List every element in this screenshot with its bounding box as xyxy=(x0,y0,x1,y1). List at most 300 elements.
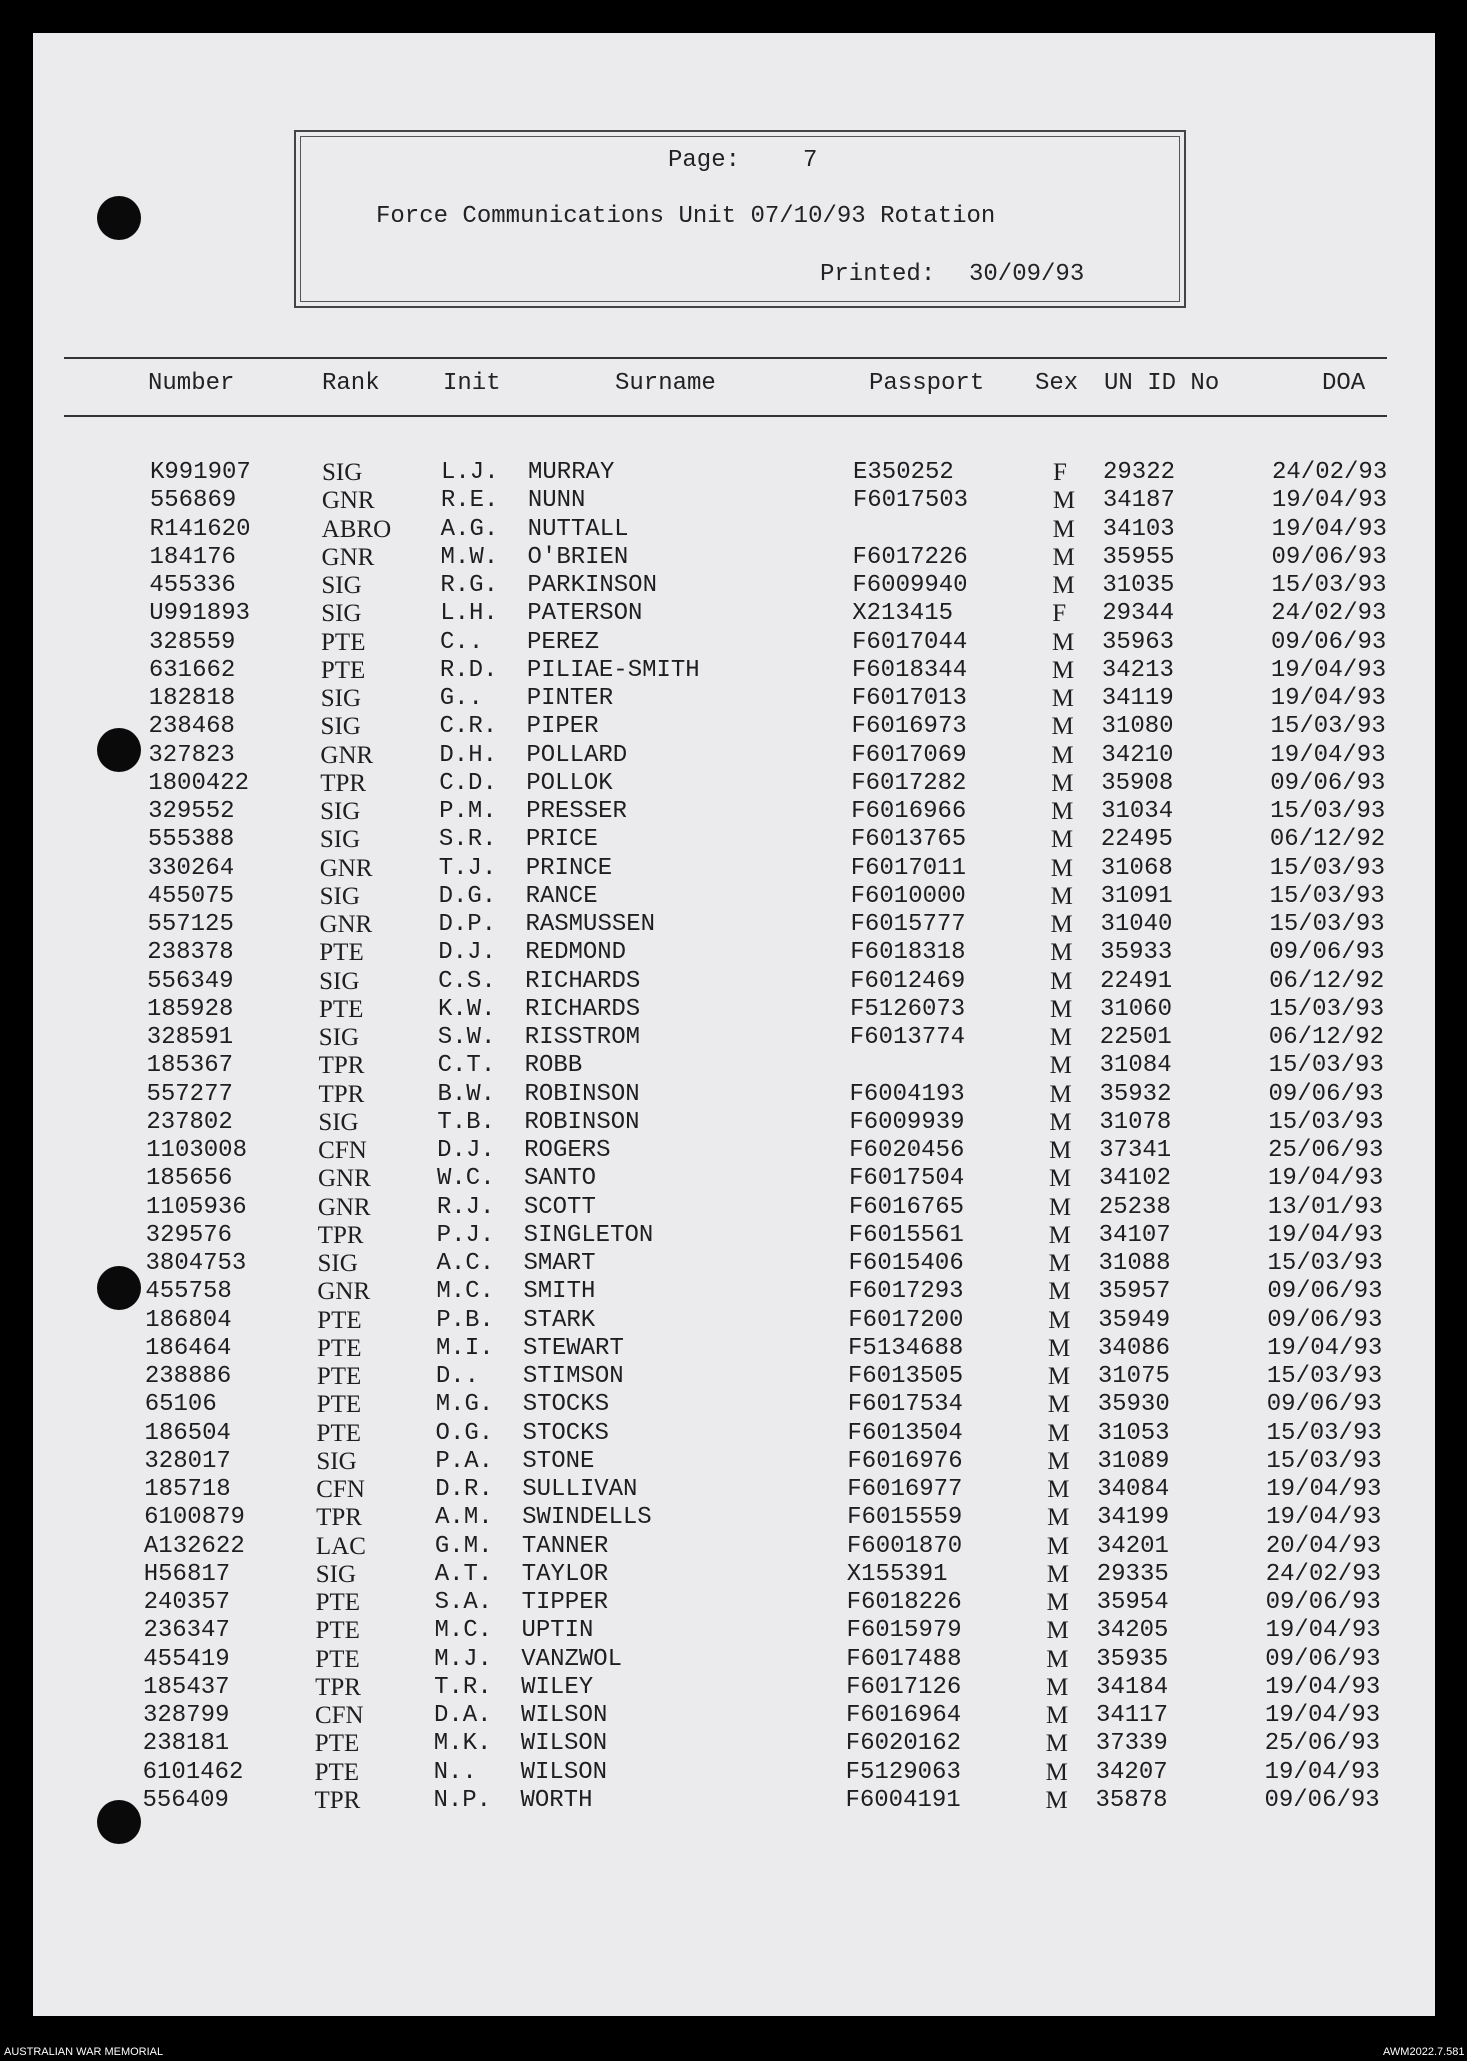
cell-sex: M xyxy=(1052,572,1075,599)
cell-sex: M xyxy=(1046,1673,1069,1701)
cell-sex: M xyxy=(1045,1758,1068,1786)
cell-un-id: 35935 xyxy=(1096,1645,1169,1673)
cell-number: 1800422 xyxy=(148,769,250,797)
cell-rank: SIG xyxy=(315,1560,357,1588)
cell-un-id: 34201 xyxy=(1096,1532,1169,1560)
cell-number: 186804 xyxy=(145,1306,232,1334)
cell-init: P.B. xyxy=(436,1306,494,1334)
cell-number: 240357 xyxy=(143,1589,231,1616)
cell-un-id: 31088 xyxy=(1098,1250,1171,1277)
table-row xyxy=(0,855,1467,883)
cell-doa: 25/06/93 xyxy=(1264,1730,1381,1758)
cell-number: 185437 xyxy=(143,1673,230,1701)
cell-passport: F6009939 xyxy=(849,1108,965,1136)
cell-passport: F5129063 xyxy=(845,1758,961,1786)
cell-surname: STONE xyxy=(522,1447,595,1475)
table-row xyxy=(0,1787,1467,1815)
cell-init: A.G. xyxy=(440,515,499,543)
cell-number: 327823 xyxy=(148,741,235,769)
cell-sex: M xyxy=(1047,1476,1070,1503)
cell-un-id: 31035 xyxy=(1102,572,1175,599)
cell-number: 330264 xyxy=(147,854,235,882)
cell-passport: F6013505 xyxy=(847,1363,964,1390)
cell-init: A.T. xyxy=(434,1560,493,1588)
cell-doa: 09/06/93 xyxy=(1271,543,1387,571)
cell-doa: 15/03/93 xyxy=(1268,1108,1384,1136)
cell-un-id: 29322 xyxy=(1103,459,1176,486)
cell-rank: SIG xyxy=(321,572,362,599)
cell-passport: F6012469 xyxy=(850,967,966,995)
cell-surname: PARKINSON xyxy=(527,572,657,599)
cell-rank: SIG xyxy=(319,967,360,995)
cell-passport: F6018226 xyxy=(846,1589,962,1616)
table-row xyxy=(0,544,1467,572)
cell-init: D.G. xyxy=(438,882,497,910)
col-header-rank: Rank xyxy=(322,370,380,397)
cell-doa: 15/03/93 xyxy=(1270,713,1386,741)
cell-passport: F6017503 xyxy=(852,487,969,515)
cell-rank: PTE xyxy=(321,628,366,656)
table-row xyxy=(0,487,1467,515)
cell-number: R141620 xyxy=(149,515,251,543)
cell-number: 555388 xyxy=(147,826,235,854)
cell-doa: 15/03/93 xyxy=(1270,798,1386,825)
cell-surname: PIPER xyxy=(526,713,599,741)
cell-number: 236347 xyxy=(143,1617,230,1645)
cell-surname: STOCKS xyxy=(522,1391,610,1419)
cell-sex: M xyxy=(1052,628,1075,656)
cell-sex: M xyxy=(1045,1730,1069,1758)
cell-number: 185928 xyxy=(146,995,234,1023)
cell-passport: E350252 xyxy=(853,459,954,486)
table-row xyxy=(0,1024,1467,1052)
cell-doa: 15/03/93 xyxy=(1271,572,1387,599)
table-row xyxy=(0,1617,1467,1645)
cell-doa: 09/06/93 xyxy=(1267,1306,1383,1334)
cell-number: A132622 xyxy=(143,1532,245,1560)
col-header-number: Number xyxy=(148,370,235,397)
cell-passport: X155391 xyxy=(846,1560,948,1588)
cell-sex: M xyxy=(1048,1221,1071,1249)
cell-surname: ROGERS xyxy=(524,1137,611,1164)
cell-init: R.D. xyxy=(439,656,498,684)
table-row xyxy=(0,1137,1467,1165)
cell-sex: M xyxy=(1049,1052,1072,1080)
cell-number: 455419 xyxy=(143,1645,230,1673)
cell-rank: GNR xyxy=(318,1165,371,1193)
cell-init: A.C. xyxy=(436,1250,495,1277)
cell-surname: WILSON xyxy=(520,1730,608,1758)
cell-rank: SIG xyxy=(317,1250,358,1277)
cell-doa: 15/03/93 xyxy=(1267,1250,1383,1277)
cell-init: D.J. xyxy=(437,1137,495,1164)
cell-init: P.M. xyxy=(439,798,497,825)
cell-init: C.R. xyxy=(439,713,498,741)
cell-number: U991893 xyxy=(149,600,251,628)
cell-rank: ABRO xyxy=(321,515,392,543)
cell-sex: M xyxy=(1048,1306,1071,1334)
cell-un-id: 31084 xyxy=(1099,1052,1172,1080)
cell-init: L.H. xyxy=(440,600,498,628)
cell-sex: M xyxy=(1052,487,1076,515)
table-row xyxy=(0,911,1467,939)
cell-number: 185367 xyxy=(146,1052,234,1080)
cell-un-id: 31068 xyxy=(1100,854,1173,882)
cell-un-id: 31089 xyxy=(1097,1447,1170,1475)
cell-sex: M xyxy=(1047,1447,1070,1475)
cell-init: M.G. xyxy=(435,1391,494,1419)
page-label: Page: xyxy=(668,147,741,174)
cell-passport: F6010000 xyxy=(850,882,966,910)
cell-un-id: 31075 xyxy=(1097,1363,1170,1390)
cell-number: 328559 xyxy=(149,628,236,656)
table-row xyxy=(0,1476,1467,1504)
cell-passport: F6015561 xyxy=(848,1221,964,1249)
table-row xyxy=(0,657,1467,685)
col-header-surname: Surname xyxy=(615,370,716,397)
cell-un-id: 34199 xyxy=(1097,1504,1170,1532)
cell-un-id: 31040 xyxy=(1100,911,1173,938)
cell-init: M.C. xyxy=(434,1617,493,1645)
cell-un-id: 34117 xyxy=(1095,1702,1168,1729)
printed-label: Printed: xyxy=(820,261,936,288)
cell-surname: POLLARD xyxy=(526,741,628,769)
punch-hole xyxy=(97,196,141,240)
cell-un-id: 35955 xyxy=(1102,543,1175,571)
cell-doa: 19/04/93 xyxy=(1271,487,1388,515)
cell-rank: GNR xyxy=(317,1278,371,1306)
table-row xyxy=(0,1250,1467,1278)
cell-rank: SIG xyxy=(320,798,361,825)
cell-number: 556349 xyxy=(147,967,234,995)
cell-sex: M xyxy=(1050,882,1073,910)
cell-init: D.. xyxy=(435,1363,480,1390)
cell-init: P.J. xyxy=(436,1221,495,1249)
cell-un-id: 29344 xyxy=(1102,600,1175,628)
cell-doa: 19/04/93 xyxy=(1266,1476,1382,1503)
cell-init: G.. xyxy=(439,685,483,712)
cell-sex: F xyxy=(1052,600,1067,628)
cell-doa: 19/04/93 xyxy=(1270,685,1386,712)
cell-un-id: 31060 xyxy=(1099,995,1172,1023)
cell-surname: MURRAY xyxy=(528,459,615,486)
cell-sex: M xyxy=(1048,1250,1071,1277)
report-title: Force Communications Unit 07/10/93 Rotation xyxy=(376,203,996,230)
cell-number: 556409 xyxy=(142,1786,229,1814)
cell-surname: STOCKS xyxy=(522,1419,609,1447)
cell-number: 238378 xyxy=(147,939,234,967)
cell-passport: F6009940 xyxy=(852,572,968,599)
cell-sex: M xyxy=(1050,854,1073,882)
cell-init: W.C. xyxy=(437,1165,495,1193)
cell-surname: SULLIVAN xyxy=(522,1476,638,1503)
cell-number: 237802 xyxy=(146,1108,233,1136)
cell-rank: TPR xyxy=(316,1504,362,1532)
cell-sex: M xyxy=(1045,1702,1069,1729)
cell-sex: F xyxy=(1053,459,1067,486)
cell-sex: M xyxy=(1051,656,1075,684)
cell-un-id: 37341 xyxy=(1099,1137,1172,1164)
table-row xyxy=(0,742,1467,770)
cell-un-id: 34187 xyxy=(1102,487,1175,515)
table-row xyxy=(0,600,1467,628)
cell-passport: F6013774 xyxy=(849,1024,966,1051)
cell-un-id: 34084 xyxy=(1097,1476,1170,1503)
cell-sex: M xyxy=(1048,1278,1071,1306)
cell-passport: F6015777 xyxy=(850,911,966,938)
table-row xyxy=(0,770,1467,798)
cell-rank: TPR xyxy=(315,1673,361,1701)
cell-number: 455075 xyxy=(147,882,235,910)
cell-surname: PRICE xyxy=(525,826,598,854)
cell-sex: M xyxy=(1051,741,1074,769)
cell-surname: RICHARDS xyxy=(525,967,641,995)
cell-surname: SMART xyxy=(523,1250,596,1277)
cell-surname: PRESSER xyxy=(526,798,627,825)
printed-date: 30/09/93 xyxy=(969,261,1085,288)
cell-doa: 15/03/93 xyxy=(1269,882,1385,910)
cell-number: 238886 xyxy=(144,1363,232,1390)
cell-rank: LAC xyxy=(315,1532,366,1560)
cell-un-id: 34086 xyxy=(1098,1334,1171,1362)
cell-doa: 24/02/93 xyxy=(1271,600,1387,628)
cell-sex: M xyxy=(1047,1363,1071,1390)
cell-doa: 09/06/93 xyxy=(1265,1645,1381,1673)
table-row xyxy=(0,1278,1467,1306)
cell-passport: F6004193 xyxy=(849,1080,965,1108)
cell-doa: 15/03/93 xyxy=(1266,1447,1382,1475)
cell-passport: F6017200 xyxy=(848,1306,964,1334)
cell-init: T.B. xyxy=(437,1108,495,1136)
cell-number: 6101462 xyxy=(142,1758,244,1786)
cell-number: 556869 xyxy=(149,487,237,515)
table-row xyxy=(0,516,1467,544)
cell-number: 1105936 xyxy=(145,1193,247,1221)
cell-un-id: 35933 xyxy=(1100,939,1173,967)
cell-rank: SIG xyxy=(318,1108,359,1136)
cell-surname: WILSON xyxy=(520,1758,608,1786)
cell-passport: X213415 xyxy=(852,600,954,628)
table-row xyxy=(0,572,1467,600)
cell-init: N.. xyxy=(433,1758,477,1786)
cell-rank: PTE xyxy=(319,939,364,967)
cell-sex: M xyxy=(1050,967,1073,995)
cell-surname: NUNN xyxy=(527,487,586,515)
table-row xyxy=(0,713,1467,741)
cell-surname: PINTER xyxy=(526,685,614,712)
cell-doa: 19/04/93 xyxy=(1264,1702,1381,1729)
cell-un-id: 31078 xyxy=(1099,1108,1172,1136)
divider xyxy=(64,415,1387,417)
cell-doa: 09/06/93 xyxy=(1264,1786,1380,1814)
cell-init: M.C. xyxy=(436,1278,494,1306)
cell-doa: 06/12/92 xyxy=(1268,1024,1385,1051)
cell-rank: TPR xyxy=(314,1786,361,1814)
cell-doa: 09/06/93 xyxy=(1270,769,1386,797)
cell-init: L.J. xyxy=(441,459,499,486)
table-row xyxy=(0,1391,1467,1419)
cell-init: G.M. xyxy=(434,1532,493,1560)
cell-rank: SIG xyxy=(322,459,363,486)
cell-doa: 19/04/93 xyxy=(1271,515,1387,543)
cell-init: A.M. xyxy=(435,1504,493,1532)
cell-rank: CFN xyxy=(316,1476,365,1503)
cell-init: M.I. xyxy=(436,1334,494,1362)
table-row xyxy=(0,1363,1467,1391)
cell-doa: 24/02/93 xyxy=(1272,459,1388,486)
cell-surname: SANTO xyxy=(524,1165,597,1193)
cell-rank: PTE xyxy=(316,1391,362,1419)
cell-passport: F6016976 xyxy=(847,1447,963,1475)
cell-doa: 19/04/93 xyxy=(1267,1334,1383,1362)
cell-un-id: 35932 xyxy=(1099,1080,1172,1108)
cell-doa: 15/03/93 xyxy=(1266,1363,1383,1390)
cell-surname: STIMSON xyxy=(522,1363,624,1390)
cell-number: 186464 xyxy=(145,1334,232,1362)
cell-passport: F6015559 xyxy=(847,1504,963,1532)
cell-doa: 19/04/93 xyxy=(1266,1504,1382,1532)
cell-surname: SINGLETON xyxy=(523,1221,654,1249)
cell-un-id: 31080 xyxy=(1101,713,1174,741)
cell-doa: 19/04/93 xyxy=(1270,656,1387,684)
table-row xyxy=(0,1448,1467,1476)
cell-sex: M xyxy=(1047,1504,1070,1532)
table-row xyxy=(0,1561,1467,1589)
cell-surname: PEREZ xyxy=(527,628,600,656)
cell-surname: TANNER xyxy=(521,1532,609,1560)
cell-rank: SIG xyxy=(320,685,362,712)
cell-passport: F6015406 xyxy=(848,1250,964,1277)
cell-rank: SIG xyxy=(320,713,361,741)
cell-surname: VANZWOL xyxy=(521,1645,623,1673)
table-row xyxy=(0,996,1467,1024)
table-row xyxy=(0,1165,1467,1193)
cell-rank: TPR xyxy=(318,1052,365,1080)
cell-passport: F6016966 xyxy=(851,798,967,825)
cell-rank: PTE xyxy=(314,1730,360,1758)
cell-surname: SCOTT xyxy=(523,1193,596,1221)
cell-rank: PTE xyxy=(317,1306,362,1334)
table-row xyxy=(0,629,1467,657)
cell-surname: ROBB xyxy=(524,1052,583,1080)
cell-passport: F6013765 xyxy=(850,826,967,854)
cell-passport: F5126073 xyxy=(849,995,966,1023)
cell-doa: 19/04/93 xyxy=(1265,1617,1381,1645)
cell-rank: SIG xyxy=(316,1447,357,1475)
cell-rank: PTE xyxy=(316,1419,361,1447)
cell-doa: 06/12/92 xyxy=(1269,826,1386,854)
cell-passport: F6016977 xyxy=(847,1476,963,1503)
cell-un-id: 34184 xyxy=(1096,1673,1169,1701)
cell-un-id: 22495 xyxy=(1100,826,1173,854)
cell-number: 329552 xyxy=(148,798,235,825)
cell-passport: F6020456 xyxy=(849,1137,965,1164)
cell-passport: F6015979 xyxy=(846,1617,962,1645)
cell-rank: PTE xyxy=(315,1589,361,1616)
cell-un-id: 34119 xyxy=(1101,685,1174,712)
cell-passport: F6004191 xyxy=(845,1786,961,1814)
cell-doa: 19/04/93 xyxy=(1270,741,1386,769)
cell-doa: 09/06/93 xyxy=(1266,1391,1382,1419)
cell-number: 557125 xyxy=(147,911,234,938)
cell-passport: F6020162 xyxy=(845,1730,962,1758)
table-row xyxy=(0,1730,1467,1758)
cell-doa: 15/03/93 xyxy=(1266,1419,1382,1447)
cell-init: C.S. xyxy=(438,967,496,995)
cell-init: R.J. xyxy=(436,1193,495,1221)
cell-un-id: 35949 xyxy=(1098,1306,1171,1334)
cell-passport: F6016973 xyxy=(851,713,967,741)
cell-init: N.P. xyxy=(433,1786,492,1814)
cell-passport: F6017069 xyxy=(851,741,967,769)
cell-doa: 19/04/93 xyxy=(1264,1758,1380,1786)
cell-surname: WILSON xyxy=(520,1702,608,1729)
table-row xyxy=(0,1194,1467,1222)
cell-doa: 15/03/93 xyxy=(1269,911,1385,938)
cell-init: T.J. xyxy=(438,854,497,882)
cell-number: 328799 xyxy=(142,1702,230,1729)
table-row xyxy=(0,1504,1467,1532)
cell-number: 631662 xyxy=(148,656,236,684)
cell-passport: F6016964 xyxy=(845,1702,962,1729)
cell-init: M.J. xyxy=(434,1645,492,1673)
table-row xyxy=(0,826,1467,854)
cell-passport: F6017226 xyxy=(852,543,968,571)
cell-passport: F5134688 xyxy=(848,1334,964,1362)
table-row xyxy=(0,459,1467,487)
cell-un-id: 22501 xyxy=(1099,1024,1172,1051)
cell-rank: SIG xyxy=(319,826,361,854)
cell-sex: M xyxy=(1051,798,1074,825)
cell-un-id: 37339 xyxy=(1095,1730,1168,1758)
cell-init: D.P. xyxy=(438,911,497,938)
cell-surname: TIPPER xyxy=(521,1589,609,1616)
cell-un-id: 34103 xyxy=(1102,515,1175,543)
cell-un-id: 31034 xyxy=(1101,798,1174,825)
cell-number: 3804753 xyxy=(145,1250,247,1277)
table-row xyxy=(0,1222,1467,1250)
cell-number: 557277 xyxy=(146,1080,233,1108)
cell-doa: 24/02/93 xyxy=(1265,1560,1381,1588)
cell-sex: M xyxy=(1048,1193,1072,1221)
cell-init: R.G. xyxy=(440,572,498,599)
cell-surname: NUTTALL xyxy=(527,515,629,543)
cell-sex: M xyxy=(1052,543,1075,571)
cell-sex: M xyxy=(1050,939,1073,967)
table-row xyxy=(0,1420,1467,1448)
table-row xyxy=(0,1759,1467,1787)
cell-surname: PILIAE-SMITH xyxy=(526,656,700,684)
cell-init: D.J. xyxy=(438,939,496,967)
cell-sex: M xyxy=(1046,1532,1070,1560)
cell-rank: GNR xyxy=(320,741,374,769)
cell-number: 6100879 xyxy=(144,1504,245,1532)
cell-rank: TPR xyxy=(317,1221,364,1249)
cell-surname: STARK xyxy=(523,1306,596,1334)
cell-surname: RISSTROM xyxy=(524,1024,641,1051)
table-row xyxy=(0,1052,1467,1080)
cell-rank: PTE xyxy=(314,1758,360,1786)
table-row xyxy=(0,1109,1467,1137)
cell-un-id: 25238 xyxy=(1098,1193,1171,1221)
cell-init: M.K. xyxy=(433,1730,492,1758)
cell-number: 1103008 xyxy=(146,1137,247,1164)
cell-doa: 15/03/93 xyxy=(1268,1052,1384,1080)
cell-surname: STEWART xyxy=(523,1334,624,1362)
cell-un-id: 35878 xyxy=(1095,1786,1168,1814)
cell-number: 186504 xyxy=(144,1419,231,1447)
cell-doa: 06/12/92 xyxy=(1269,967,1385,995)
